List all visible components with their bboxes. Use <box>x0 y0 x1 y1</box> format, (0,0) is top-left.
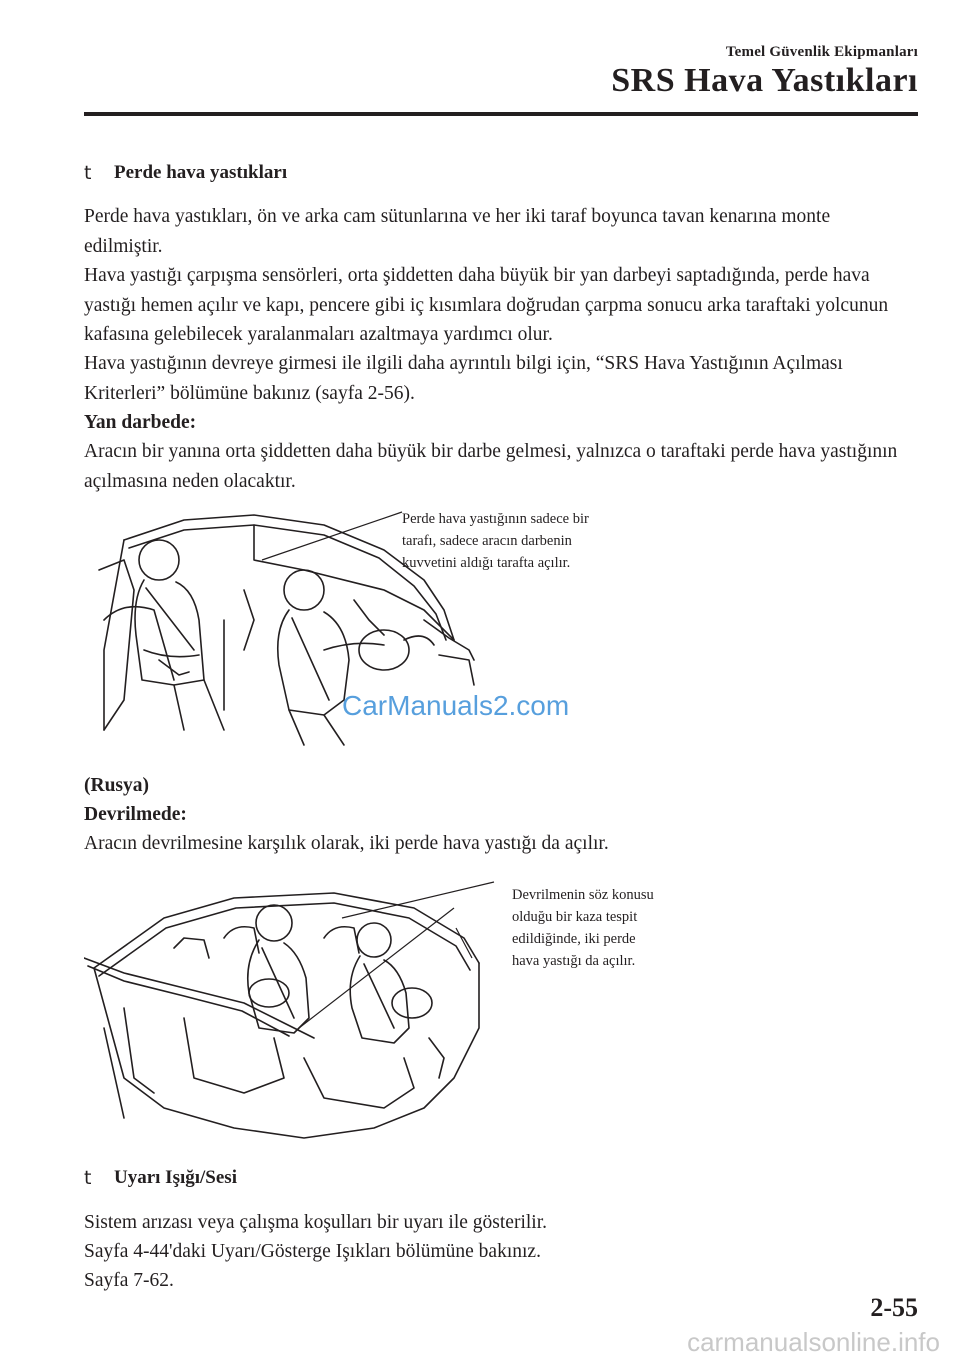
rollover-text: Aracın devrilmesine karşılık olarak, iki perde hava yastığı da açılır. <box>84 833 609 854</box>
page-number: 2-55 <box>870 1293 918 1322</box>
figure1-callout <box>402 508 589 574</box>
region-label-russia: (Rusya) <box>84 775 150 796</box>
callout-line: Perde hava yastığının sadece bir <box>402 511 589 527</box>
callout-line: Devrilmenin söz konusu <box>512 887 654 903</box>
header-subtitle: Temel Güvenlik Ekipmanları <box>725 44 918 60</box>
section-bullet-icon: t <box>84 1167 92 1189</box>
side-impact-label: Yan darbede: <box>84 412 197 433</box>
figure2-callout <box>512 884 654 972</box>
section-heading-curtain-airbags <box>84 162 287 184</box>
figure-rollover <box>84 878 504 1148</box>
rollover-label: Devrilmede: <box>84 804 187 825</box>
paragraph-mounting: Perde hava yastıkları, ön ve arka cam sütunlarına ve her iki taraf boyunca tavan kenarına monte edilmiştir. <box>84 206 831 257</box>
warning-line-2: Sayfa 4-44'daki Uyarı/Gösterge Işıkları bölümüne bakınız. <box>84 1241 541 1262</box>
paragraph-reference: Hava yastığının devreye girmesi ile ilgili daha ayrıntılı bilgi için, “SRS Hava Yastığının Açılması Kriterleri” bölümüne bakınız (sayfa 2-56). <box>84 353 843 404</box>
section-heading-warning <box>84 1167 237 1189</box>
side-impact-text: Aracın bir yanına orta şiddetten daha büyük bir darbe gelmesi, yalnızca o taraftaki perde hava yastığının açılmasına neden olacaktır. <box>84 441 898 492</box>
callout-line: olduğu bir kaza tespit <box>512 909 638 925</box>
paragraph-sensor: Hava yastığı çarpışma sensörleri, orta şiddetten daha büyük bir yan darbeyi saptadığında, perde hava yastığı hemen açılır ve kapı, pencere gibi iç kısımlara doğrudan çarpma sonucu arka taraftaki yolcunun kafasına gelebilecek yaralanmaları azaltmaya yardımcı olur. <box>84 265 889 345</box>
section-heading-text: Perde hava yastıkları <box>114 162 288 183</box>
callout-line: tarafı, sadece aracın darbenin <box>402 533 572 549</box>
warning-line-1: Sistem arızası veya çalışma koşulları bir uyarı ile gösterilir. <box>84 1212 548 1233</box>
watermark: CarManuals2.com <box>342 690 570 721</box>
warning-line-3: Sayfa 7-62. <box>84 1270 174 1291</box>
footer-watermark: carmanualsonline.info <box>687 1327 940 1357</box>
callout-line: hava yastığı da açılır. <box>512 953 636 969</box>
callout-line: kuvvetini aldığı tarafta açılır. <box>402 555 571 571</box>
section-bullet-icon: t <box>84 162 92 184</box>
section-heading-text: Uyarı Işığı/Sesi <box>114 1167 237 1188</box>
header-rule <box>84 112 918 116</box>
callout-line: edildiğinde, iki perde <box>512 931 636 947</box>
page-title: SRS Hava Yastıkları <box>611 62 918 99</box>
